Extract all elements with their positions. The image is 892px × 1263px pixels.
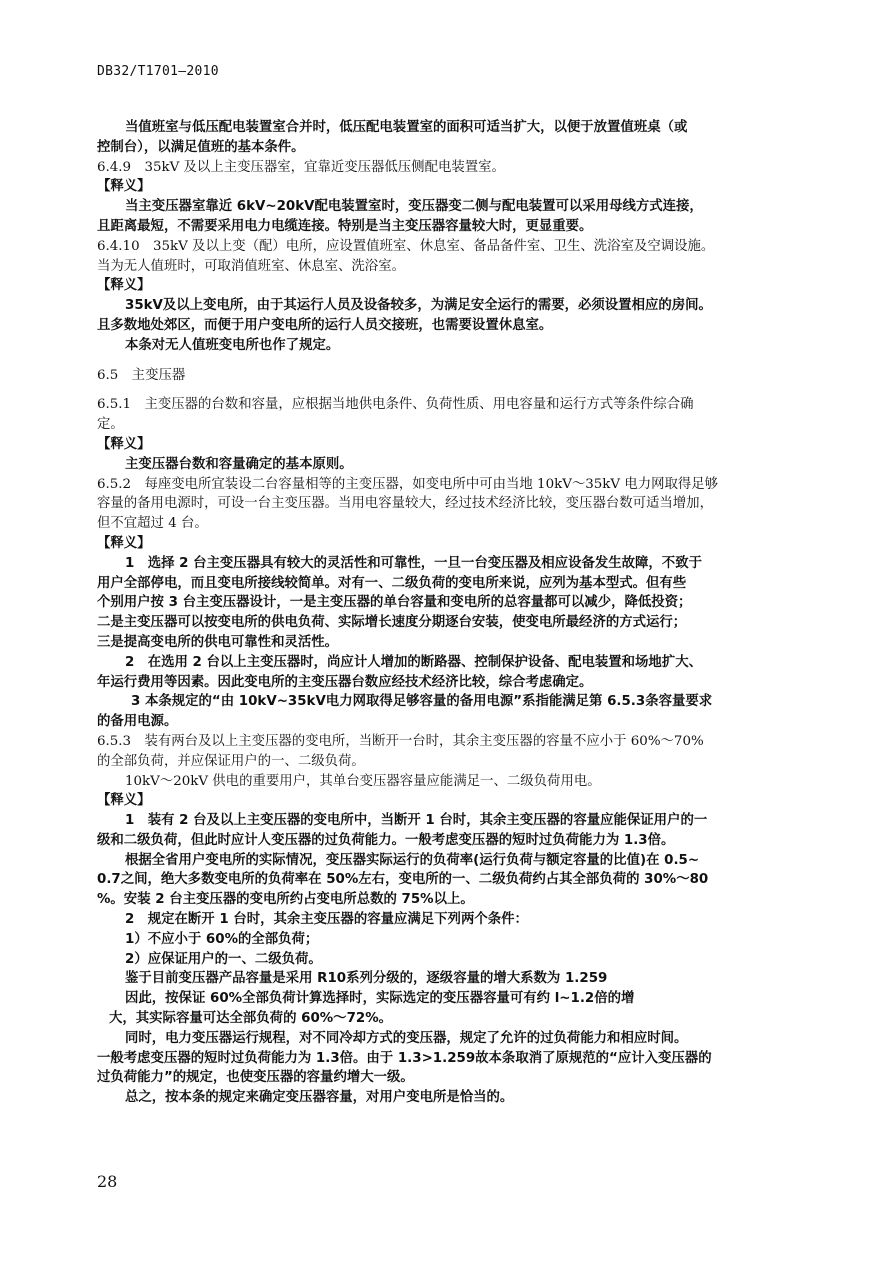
page-number: 28 — [97, 1172, 118, 1191]
text-line: 2）应保证用户的一、二级负荷。 — [125, 951, 322, 967]
text-line: 个别用户按 3 台主变压器设计，一是主变压器的单台容量和变电所的总容量都可以减少，降低投资； — [97, 595, 692, 611]
text-line: 【释义】 — [97, 793, 151, 809]
text-line: 6.5.1 主变压器的台数和容量，应根据当地供电条件、负荷性质、用电容量和运行方式等条件综合确 — [97, 397, 694, 413]
text-line: 本条对无人值班变电所也作了规定。 — [125, 337, 340, 353]
text-line: 根据全省用户变电所的实际情况，变压器实际运行的负荷率(运行负荷与额定容量的比值)在 0.5~ — [125, 852, 700, 868]
text-line: 【释义】 — [97, 535, 151, 551]
text-line: 用户全部停电，而且变电所接线较简单。对有一、二级负荷的变电所来说，应列为基本型式。但有些 — [97, 575, 687, 591]
text-line: 2 规定在断开 1 台时，其余主变压器的容量应满足下列两个条件： — [125, 912, 528, 928]
text-line: 【释义】 — [97, 179, 151, 195]
text-line: 6.4.9 35kV 及以上主变压器室，宜靠近变压器低压侧配电装置室。 — [97, 159, 505, 175]
text-line: 大，其实际容量可达全部负荷的 60%～72%。 — [109, 1011, 393, 1027]
text-line: 当为无人值班时，可取消值班室、休息室、洗浴室。 — [97, 258, 405, 274]
text-line: 当值班室与低压配电装置室合并时，低压配电装置室的面积可适当扩大，以便于放置值班桌（或 — [125, 120, 688, 135]
text-line: 定。 — [97, 417, 124, 433]
text-line: 一般考虑变压器的短时过负荷能力为 1.3倍。由于 1.3>1.259故本条取消了原规范的“应计入变压器的 — [97, 1050, 712, 1066]
text-line: 10kV～20kV 供电的重要用户，其单台变压器容量应能满足一、二级负荷用电。 — [125, 773, 601, 789]
text-line: 0.7之间，绝大多数变电所的负荷率在 50%左右，变电所的一、二级负荷约占其全部负荷的 30%～80 — [97, 872, 709, 888]
text-line: 鉴于目前变压器产品容量是采用 R10系列分级的，逐级容量的增大系数为 1.259 — [125, 971, 608, 987]
text-line: 3 本条规定的“由 10kV~35kV电力网取得足够容量的备用电源”系指能满足第 6.5.3条容量要求 — [131, 694, 713, 710]
text-line: 主变压器台数和容量确定的基本原则。 — [125, 456, 353, 472]
text-line: 的全部负荷，并应保证用户的一、二级负荷。 — [97, 753, 365, 769]
body-text — [97, 118, 802, 1108]
doc-code-header: DB32/T1701—2010 — [97, 64, 219, 79]
text-line: 6.5 主变压器 — [97, 367, 186, 383]
text-line: 的备用电源。 — [97, 714, 178, 730]
text-line: 6.4.10 35kV 及以上变（配）电所，应设置值班室、休息室、备品备件室、卫生、洗浴室及空调设施。 — [97, 238, 715, 254]
text-line: 【释义】 — [97, 436, 151, 452]
text-line: 但不宜超过 4 台。 — [97, 516, 208, 532]
text-line: 过负荷能力”的规定，也使变压器的容量约增大一级。 — [97, 1070, 414, 1086]
text-line: 级和二级负荷，但此时应计人变压器的过负荷能力。一般考虑变压器的短时过负荷能力为 1.3倍。 — [97, 832, 675, 848]
text-line: 因此，按保证 60%全部负荷计算选择时，实际选定的变压器容量可有约 l~1.2倍的增 — [125, 991, 635, 1007]
text-line: 同时，电力变压器运行规程，对不同冷却方式的变压器，规定了允许的过负荷能力和相应时间。 — [125, 1030, 688, 1046]
text-line: 二是主变压器可以按变电所的供电负荷、实际增长速度分期逐台安装，使变电所最经济的方式运行； — [97, 615, 687, 631]
text-line: 且距离最短，不需要采用电力电缆连接。特别是当主变压器容量较大时，更显重要。 — [97, 218, 593, 234]
text-line: %。安装 2 台主变压器的变电所约占变电所总数的 75%以上。 — [97, 892, 474, 908]
text-line: 总之，按本条的规定来确定变压器容量，对用户变电所是恰当的。 — [125, 1090, 514, 1106]
text-line: 1 选择 2 台主变压器具有较大的灵活性和可靠性，一旦一台变压器及相应设备发生故障，不致于 — [125, 555, 702, 571]
text-line: 2 在选用 2 台以上主变压器时，尚应计人增加的断路器、控制保护设备、配电装置和场地扩大、 — [125, 654, 702, 670]
text-line: 控制台），以满足值班的基本条件。 — [97, 139, 305, 155]
text-line: 容量的备用电源时，可设一台主变压器。当用电容量较大，经过技术经济比较，变压器台数可适当增加， — [97, 496, 713, 512]
text-line: 当主变压器室靠近 6kV~20kV配电装置室时，变压器变二侧与配电装置可以采用母线方式连接， — [125, 199, 703, 215]
text-line: 6.5.2 每座变电所宜装设二台容量相等的主变压器，如变电所中可由当地 10kV～35kV 电力网取得足够 — [97, 476, 719, 492]
text-line: 1）不应小于 60%的全部负荷； — [125, 931, 319, 947]
text-line: 年运行费用等因素。因此变电所的主变压器台数应经技术经济比较，综合考虑确定。 — [97, 674, 593, 690]
text-line: 【释义】 — [97, 278, 151, 294]
text-line: 且多数地处郊区，而便于用户变电所的运行人员交接班，也需要设置休息室。 — [97, 317, 553, 333]
text-line: 三是提高变电所的供电可靠性和灵活性。 — [97, 634, 339, 650]
text-line: 35kV及以上变电所，由于其运行人员及设备较多，为满足安全运行的需要，必须设置相应的房间。 — [125, 298, 712, 314]
text-line: 6.5.3 装有两台及以上主变压器的变电所，当断开一台时，其余主变压器的容量不应小于 60%～70% — [97, 733, 704, 749]
text-line: 1 装有 2 台及以上主变压器的变电所中，当断开 1 台时，其余主变压器的容量应能保证用户的一 — [125, 813, 708, 829]
